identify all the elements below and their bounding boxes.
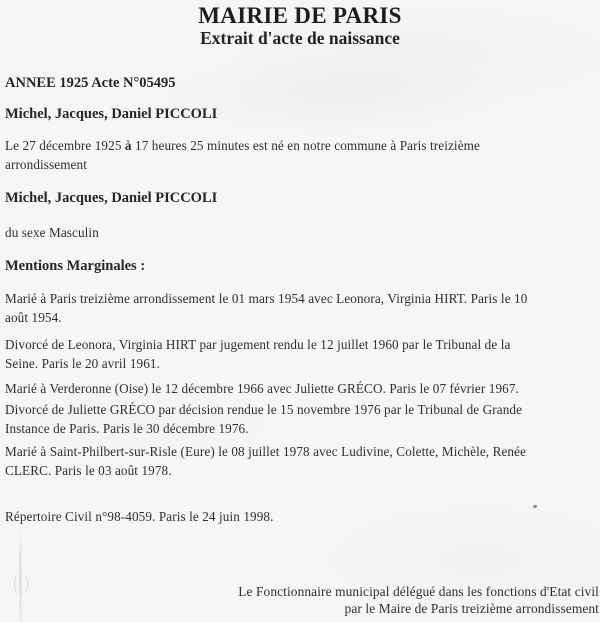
birth-statement-line-1 [5,136,598,155]
birth-statement [5,136,598,174]
mention-marriage-1 [5,289,598,327]
act-reference: ANNEE 1925 Acte N°05495 [5,75,176,91]
mention-marriage-2 [5,379,598,398]
mention-marriage-3 [5,442,598,480]
document-subtitle: Extrait d'acte de naissance [200,28,400,48]
repertoire-civil-line: Répertoire Civil n°98-4059. Paris le 24 juin 1998. [5,509,274,524]
mention-line: Divorcé de Leonora, Virginia HIRT par jugement rendu le 12 juillet 1960 par le Tribunal de la [5,337,511,352]
birth-statement-bold-a: à [124,138,132,153]
birth-statement-pre: Le 27 décembre 1925 [5,138,125,153]
closing-line-1: Le Fonctionnaire municipal délégué dans les fonctions d'Etat civil [238,584,599,599]
person-name: Michel, Jacques, Daniel PICCOLI [5,106,218,122]
mention-line: Instance de Paris. Paris le 30 décembre 1976. [5,421,249,436]
mention-divorce-2 [5,400,598,438]
mention-line: août 1954. [5,310,62,325]
mentions-heading: Mentions Marginales : [5,258,146,274]
closing-line-2: par le Maire de Paris treizième arrondissement [344,601,599,616]
birth-statement-post: 17 heures 25 minutes est né en notre commune à Paris treizième [131,138,480,153]
document-title: MAIRIE DE PARIS [198,3,402,28]
mention-line: CLERC. Paris le 03 août 1978. [5,463,172,478]
scan-streak-knot-artifact [14,572,28,596]
mention-divorce-1 [5,335,598,373]
mention-line: Marié à Paris treizième arrondissement le 01 mars 1954 avec Leonora, Virginia HIRT. Paris le 10 [5,291,528,306]
mention-line: Marié à Saint-Philbert-sur-Risle (Eure) le 08 juillet 1978 avec Ludivine, Colette, Michèle, Renée [5,444,527,459]
birth-statement-line-2: arrondissement [5,157,87,172]
closing-signature-block [5,583,599,617]
mention-line: Seine. Paris le 20 avril 1961. [5,356,160,371]
mention-line: Divorcé de Juliette GRÉCO par décision rendue le 15 novembre 1976 par le Tribunal de Grande [5,402,523,417]
mention-line: Marié à Verderonne (Oise) le 12 décembre 1966 avec Juliette GRÉCO. Paris le 07 février 1967. [5,381,519,396]
sex-line: du sexe Masculin [5,225,99,240]
person-name-repeat: Michel, Jacques, Daniel PICCOLI [5,190,218,206]
